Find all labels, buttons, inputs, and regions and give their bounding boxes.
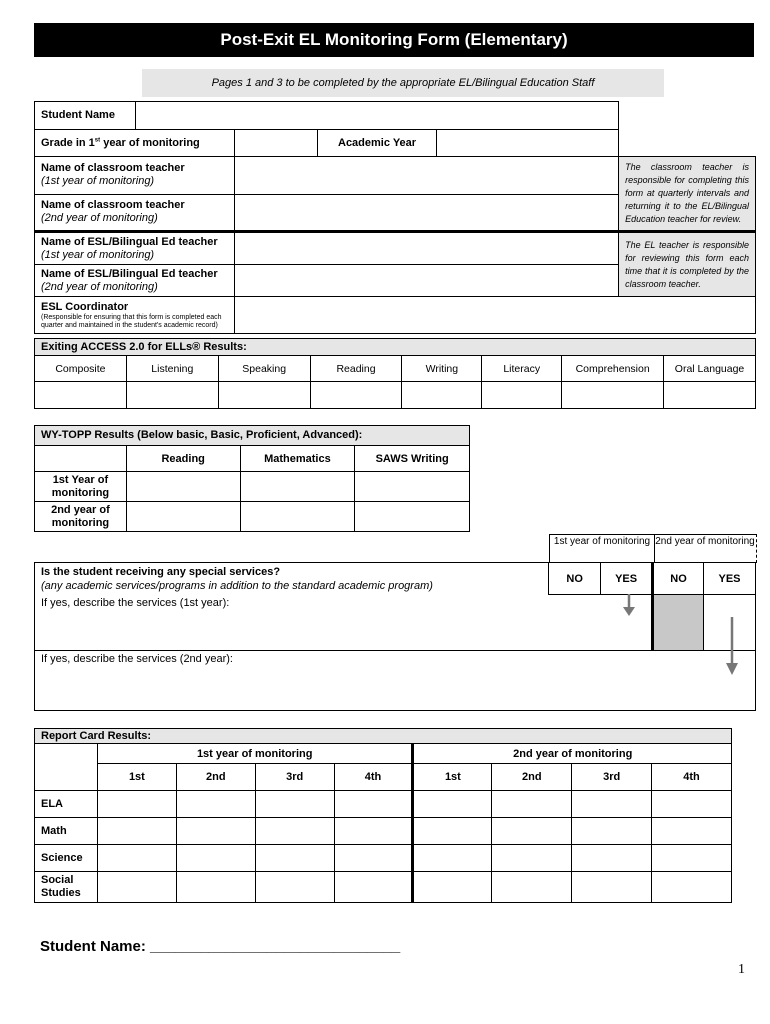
quarter-label: 2nd (176, 764, 255, 791)
special-y2-no[interactable]: NO (653, 563, 704, 595)
grade-cell[interactable] (255, 791, 334, 818)
grade-cell[interactable] (413, 872, 492, 903)
report-subject-row (35, 791, 732, 818)
describe-year1-field[interactable]: If yes, describe the services (1st year): (35, 595, 601, 651)
page-subtitle: Pages 1 and 3 to be completed by the appropriate EL/Bilingual Education Staff (142, 69, 664, 97)
access-col: Composite (35, 356, 127, 382)
access-score-cell[interactable] (562, 382, 664, 409)
wytopp-cell[interactable] (126, 472, 240, 502)
grade-cell[interactable] (413, 845, 492, 872)
access-header: Exiting ACCESS 2.0 for ELLs® Results: (35, 339, 756, 356)
access-col: Comprehension (562, 356, 664, 382)
subject-label: ELA (35, 791, 98, 818)
quarter-label: 2nd (492, 764, 572, 791)
shaded-cell (653, 595, 704, 651)
student-name-field[interactable] (135, 102, 618, 130)
grade-cell[interactable] (97, 872, 176, 903)
teacher1-label: Name of classroom teacher (1st year of monitoring) (35, 157, 235, 195)
grade-cell[interactable] (97, 818, 176, 845)
esl-coordinator-field[interactable] (234, 297, 755, 334)
wytopp-row-label: 1st Year of monitoring (35, 472, 127, 502)
wytopp-row-label: 2nd year of monitoring (35, 502, 127, 532)
grade-cell[interactable] (334, 818, 413, 845)
academic-year-label: Academic Year (317, 130, 437, 157)
grade-cell[interactable] (492, 872, 572, 903)
grade-cell[interactable] (652, 872, 732, 903)
quarter-label: 4th (334, 764, 413, 791)
wytopp-header: WY-TOPP Results (Below basic, Basic, Proficient, Advanced): (35, 426, 470, 446)
subject-label: Social Studies (35, 872, 98, 903)
special-year1-head: 1st year of monitoring (549, 534, 655, 563)
wytopp-col: Reading (126, 446, 240, 472)
wytopp-col: SAWS Writing (355, 446, 470, 472)
arrow-down-icon (621, 594, 637, 618)
esl1-field[interactable] (234, 232, 618, 265)
grade-cell[interactable] (652, 818, 732, 845)
esl2-field[interactable] (234, 265, 618, 297)
wytopp-cell[interactable] (126, 502, 240, 532)
report-card-table (34, 728, 732, 903)
access-col: Writing (402, 356, 482, 382)
grade-cell[interactable] (176, 872, 255, 903)
wytopp-cell[interactable] (240, 472, 355, 502)
classroom-teacher-note: The classroom teacher is responsible for completing this form at quarterly intervals and returning it to the EL/Bilingual Education teacher for review. (619, 157, 756, 232)
wytopp-table (34, 425, 470, 532)
academic-year-field[interactable] (437, 130, 619, 157)
describe-year2-field[interactable]: If yes, describe the services (2nd year): (35, 651, 756, 711)
grade-cell[interactable] (176, 791, 255, 818)
wytopp-cell[interactable] (355, 502, 470, 532)
subject-label: Math (35, 818, 98, 845)
grade-cell[interactable] (176, 845, 255, 872)
student-info-table (34, 101, 756, 334)
wytopp-corner (35, 446, 127, 472)
special-y1-no[interactable]: NO (549, 563, 601, 595)
grade-cell[interactable] (413, 818, 492, 845)
grade-cell[interactable] (652, 845, 732, 872)
report-year1: 1st year of monitoring (97, 744, 412, 764)
subject-label: Science (35, 845, 98, 872)
quarter-label: 3rd (572, 764, 652, 791)
grade-cell[interactable] (97, 791, 176, 818)
special-y2-yes[interactable]: YES (704, 563, 756, 595)
wytopp-cell[interactable] (355, 472, 470, 502)
quarter-label: 4th (652, 764, 732, 791)
access-score-cell[interactable] (482, 382, 562, 409)
report-subject-row (35, 872, 732, 903)
report-card-header: Report Card Results: (35, 729, 732, 744)
page-title: Post-Exit EL Monitoring Form (Elementary) (34, 23, 754, 57)
teacher1-field[interactable] (234, 157, 437, 195)
report-subject-row (35, 845, 732, 872)
grade-cell[interactable] (492, 791, 572, 818)
quarter-label: 3rd (255, 764, 334, 791)
access-col: Speaking (218, 356, 310, 382)
access-score-cell[interactable] (310, 382, 402, 409)
grade-label: Grade in 1st year of monitoring (35, 130, 235, 157)
grade-cell[interactable] (255, 818, 334, 845)
grade-cell[interactable] (334, 872, 413, 903)
grade-cell[interactable] (652, 791, 732, 818)
grade-cell[interactable] (255, 845, 334, 872)
grade-cell[interactable] (572, 791, 652, 818)
grade-cell[interactable] (572, 845, 652, 872)
access-score-cell[interactable] (35, 382, 127, 409)
access-col: Listening (126, 356, 218, 382)
access-score-cell[interactable] (402, 382, 482, 409)
access-results-table (34, 338, 756, 409)
grade-cell[interactable] (97, 845, 176, 872)
report-subject-row (35, 818, 732, 845)
access-col: Oral Language (664, 356, 756, 382)
access-score-cell[interactable] (126, 382, 218, 409)
wytopp-col: Mathematics (240, 446, 355, 472)
access-score-cell[interactable] (218, 382, 310, 409)
grade-cell[interactable] (492, 845, 572, 872)
grade-field[interactable] (234, 130, 317, 157)
student-name-label: Student Name (35, 102, 136, 130)
access-score-row (35, 382, 756, 409)
esl1-label: Name of ESL/Bilingual Ed teacher (1st year of monitoring) (35, 232, 235, 265)
access-col: Reading (310, 356, 402, 382)
grade-cell[interactable] (334, 845, 413, 872)
special-question: Is the student receiving any special services? (any academic services/programs in addition to the standard academic program) (35, 563, 549, 595)
quarter-label: 1st (413, 764, 492, 791)
report-quarter-row (35, 764, 732, 791)
esl2-label: Name of ESL/Bilingual Ed teacher (2nd year of monitoring) (35, 265, 235, 297)
access-col: Literacy (482, 356, 562, 382)
el-teacher-note: The EL teacher is responsible for reviewing this form each time that it is completed by the classroom teacher. (619, 232, 756, 297)
quarter-label: 1st (97, 764, 176, 791)
report-year2: 2nd year of monitoring (413, 744, 732, 764)
arrow-down-icon (724, 617, 740, 677)
special-services-table (34, 562, 756, 711)
grade-cell[interactable] (176, 818, 255, 845)
special-year2-head: 2nd year of monitoring (654, 534, 757, 563)
grade-cell[interactable] (572, 872, 652, 903)
teacher2-label: Name of classroom teacher (2nd year of monitoring) (35, 194, 235, 232)
access-score-cell[interactable] (664, 382, 756, 409)
access-column-headers (35, 356, 756, 382)
grade-cell[interactable] (334, 791, 413, 818)
esl-coordinator-label: ESL Coordinator (Responsible for ensuring that this form is completed each quarter and maintained in the student's academic record) (35, 297, 235, 334)
wytopp-cell[interactable] (240, 502, 355, 532)
grade-cell[interactable] (492, 818, 572, 845)
grade-cell[interactable] (413, 791, 492, 818)
page-number: 1 (738, 962, 745, 977)
teacher2-field[interactable] (234, 194, 618, 232)
grade-cell[interactable] (255, 872, 334, 903)
special-y1-yes[interactable]: YES (601, 563, 653, 595)
student-name-signature-line[interactable]: Student Name: ______________________________ (40, 938, 401, 955)
grade-cell[interactable] (572, 818, 652, 845)
